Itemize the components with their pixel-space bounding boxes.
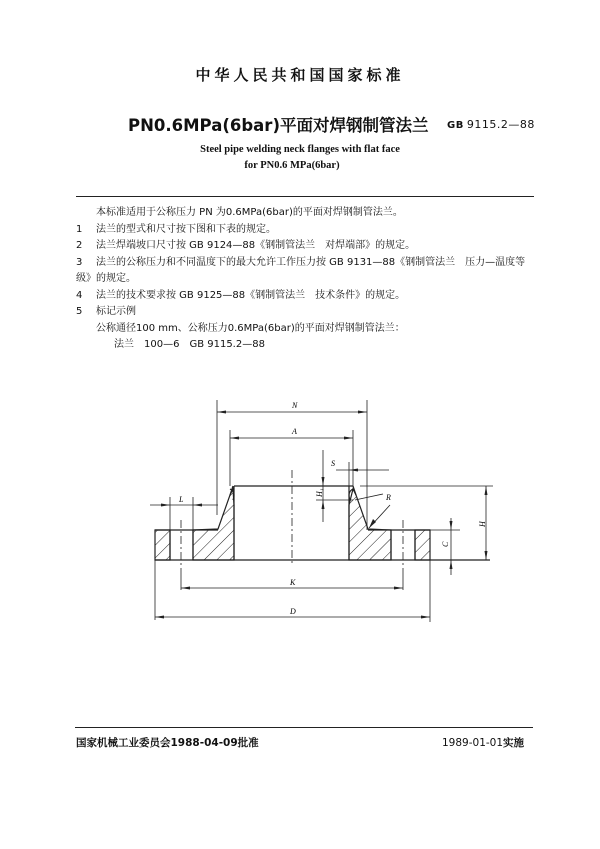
clause-number: 4	[76, 289, 83, 301]
marking-example-description: 公称通径100 mm、公称压力0.6MPa(6bar)的平面对焊钢制管法兰：	[96, 322, 405, 334]
dim-label-h: H	[478, 521, 487, 527]
footer-divider	[75, 727, 533, 728]
dim-label-r: R	[386, 493, 391, 502]
clause-text: 法兰的公称压力和不同温度下的最大允许工作压力按 GB 9131—88《钢制管法兰 压力—温度等	[96, 256, 526, 268]
dim-label-d: D	[290, 607, 296, 616]
clause-text: 法兰焊端坡口尺寸按 GB 9124—88《钢制管法兰 对焊端部》的规定。	[96, 240, 416, 251]
standard-prefix: GB	[447, 120, 464, 131]
effective-suffix: 实施	[503, 737, 525, 749]
english-title-line-2: for PN0.6 MPa(6bar)	[244, 160, 340, 171]
dim-label-l: L	[179, 495, 184, 504]
header-divider	[76, 196, 534, 197]
effective-date-value: 1989-01-01	[442, 737, 504, 749]
effective-date	[442, 735, 524, 750]
clause-text: 法兰的型式和尺寸按下图和下表的规定。	[96, 223, 276, 235]
clause-text: 法兰的技术要求按 GB 9125—88《钢制管法兰 技术条件》的规定。	[96, 289, 406, 301]
clause-2	[76, 238, 546, 255]
clause-3-continuation: 级》的规定。	[76, 273, 136, 284]
dim-label-a: A	[292, 427, 297, 436]
clause-4	[76, 288, 546, 305]
clause-3	[76, 255, 546, 272]
national-standard-heading: 中华人民共和国国家标准	[195, 66, 405, 84]
document-body	[76, 205, 546, 354]
dim-label-s: S	[331, 459, 335, 468]
approval-info: 国家机械工业委员会1988-04-09批准	[76, 737, 259, 749]
clause-1	[76, 222, 546, 239]
clause-number: 2	[76, 240, 83, 251]
clause-number: 5	[76, 306, 83, 317]
dim-label-c: C	[441, 541, 450, 547]
clause-text: 标记示例	[96, 306, 136, 317]
standard-number	[447, 118, 535, 131]
clause-number: 3	[76, 256, 83, 268]
clause-5	[76, 304, 546, 321]
english-title-line-1: Steel pipe welding neck flanges with flat face	[200, 144, 400, 155]
dim-label-n: N	[292, 401, 298, 410]
document-title: PN0.6MPa(6bar)平面对焊钢制管法兰	[128, 116, 429, 135]
clause-number: 1	[76, 223, 83, 235]
standard-code: 9115.2—88	[466, 118, 535, 131]
dim-label-h1: H₁	[315, 488, 324, 497]
intro-paragraph: 本标准适用于公称压力 PN 为0.6MPa(6bar)的平面对焊钢制管法兰。	[96, 207, 403, 218]
flange-diagram	[0, 380, 600, 630]
marking-example: 法兰 100—6 GB 9115.2—88	[114, 339, 265, 350]
dim-label-k: K	[290, 578, 296, 587]
